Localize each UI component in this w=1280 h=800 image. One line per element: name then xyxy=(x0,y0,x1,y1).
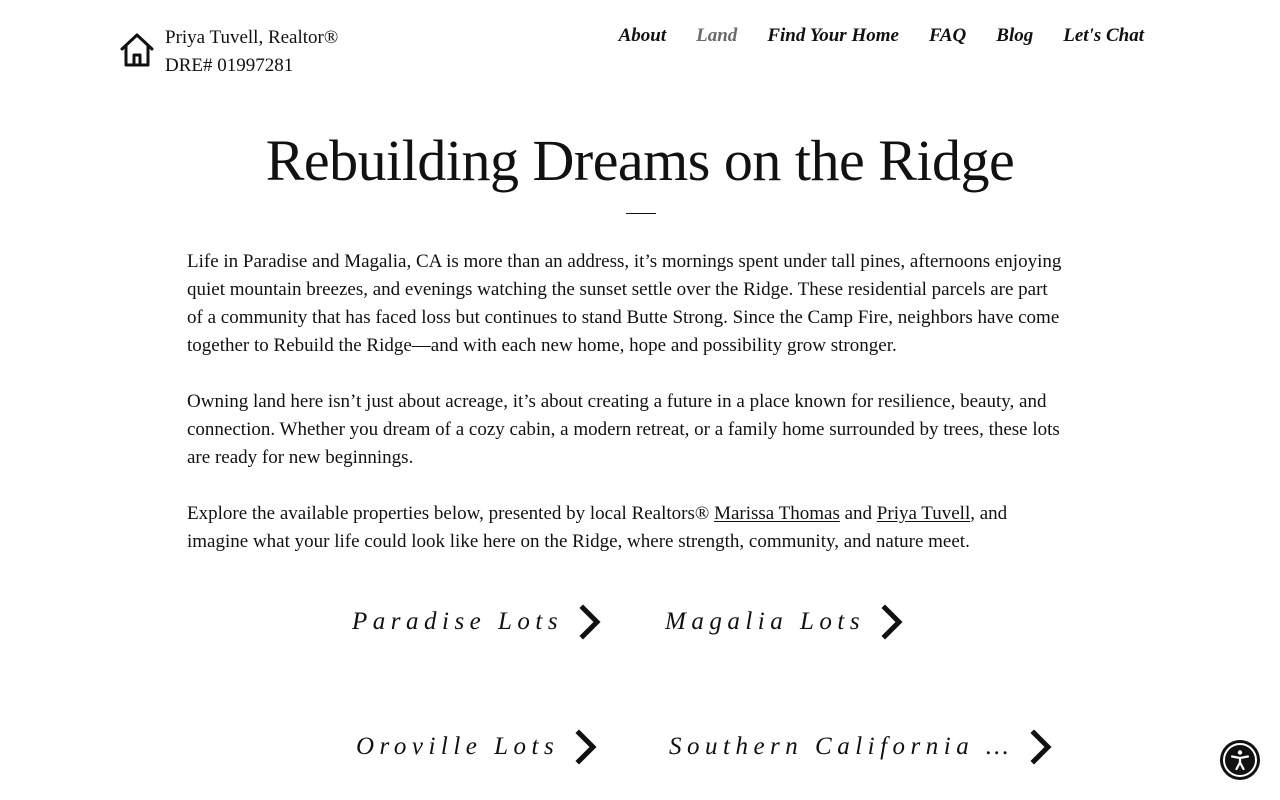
southern-california-lots-link[interactable] xyxy=(669,729,1054,765)
link-marissa-thomas[interactable]: Marissa Thomas xyxy=(714,503,840,524)
chevron-right-icon xyxy=(1028,729,1054,765)
intro-content xyxy=(187,248,1067,584)
chevron-right-icon xyxy=(879,604,905,640)
nav-blog[interactable]: Blog xyxy=(996,25,1034,46)
page-title: Rebuilding Dreams on the Ridge xyxy=(265,128,1015,193)
chevron-right-icon xyxy=(573,729,599,765)
nav-about[interactable]: About xyxy=(618,25,667,46)
main-nav xyxy=(619,24,1144,48)
brand-text xyxy=(165,24,338,80)
dre-license: DRE# 01997281 xyxy=(165,55,294,76)
title-divider xyxy=(626,213,656,214)
paragraph-text: and xyxy=(839,503,877,524)
oroville-lots-label: Oroville Lots xyxy=(356,733,560,760)
intro-paragraph-3 xyxy=(187,500,1067,556)
accessibility-button[interactable] xyxy=(1220,740,1260,780)
magalia-lots-label: Magalia Lots xyxy=(665,608,866,635)
chevron-right-icon xyxy=(577,604,603,640)
nav-find-your-home[interactable]: Find Your Home xyxy=(767,25,899,46)
intro-paragraph-2: Owning land here isn’t just about acreage, it’s about creating a future in a place known for resilience, beauty, and connection. Whether you dream of a cozy cabin, a modern retreat, or a family home surrounded by trees, these lots are ready for new beginnings. xyxy=(187,391,1060,468)
accessibility-icon xyxy=(1228,748,1252,772)
paragraph-text: , and imagine what your life could look like here on the Ridge, where strength, community, and nature meet. xyxy=(187,503,1008,552)
accessibility-button-ring xyxy=(1223,743,1257,777)
oroville-lots-link[interactable] xyxy=(356,729,599,765)
nav-lets-chat[interactable]: Let's Chat xyxy=(1063,25,1144,46)
paragraph-text: Explore the available properties below, presented by local Realtors® xyxy=(187,503,715,524)
nav-faq[interactable]: FAQ xyxy=(928,25,967,46)
nav-land[interactable]: Land xyxy=(696,25,738,46)
southern-california-lots-label: Southern California … xyxy=(669,733,1014,760)
intro-paragraph-1: Life in Paradise and Magalia, CA is more than an address, it’s mornings spent under tall pines, afternoons enjoying quiet mountain breezes, and evenings watching the sunset settle over the Ridge. These residential parcels are part of a community that has faced loss but continues to stand Butte Strong. Since the Camp Fire, neighbors have come together to Rebuild the Ridge—and with each new home, hope and possibility grow stronger. xyxy=(187,251,1062,356)
home-icon xyxy=(119,32,155,68)
realtor-name: Priya Tuvell, Realtor® xyxy=(165,27,339,48)
site-brand[interactable] xyxy=(119,27,339,76)
paradise-lots-label: Paradise Lots xyxy=(352,608,564,635)
magalia-lots-link[interactable] xyxy=(665,604,905,640)
paradise-lots-link[interactable] xyxy=(352,604,603,640)
link-priya-tuvell[interactable]: Priya Tuvell xyxy=(876,503,971,524)
